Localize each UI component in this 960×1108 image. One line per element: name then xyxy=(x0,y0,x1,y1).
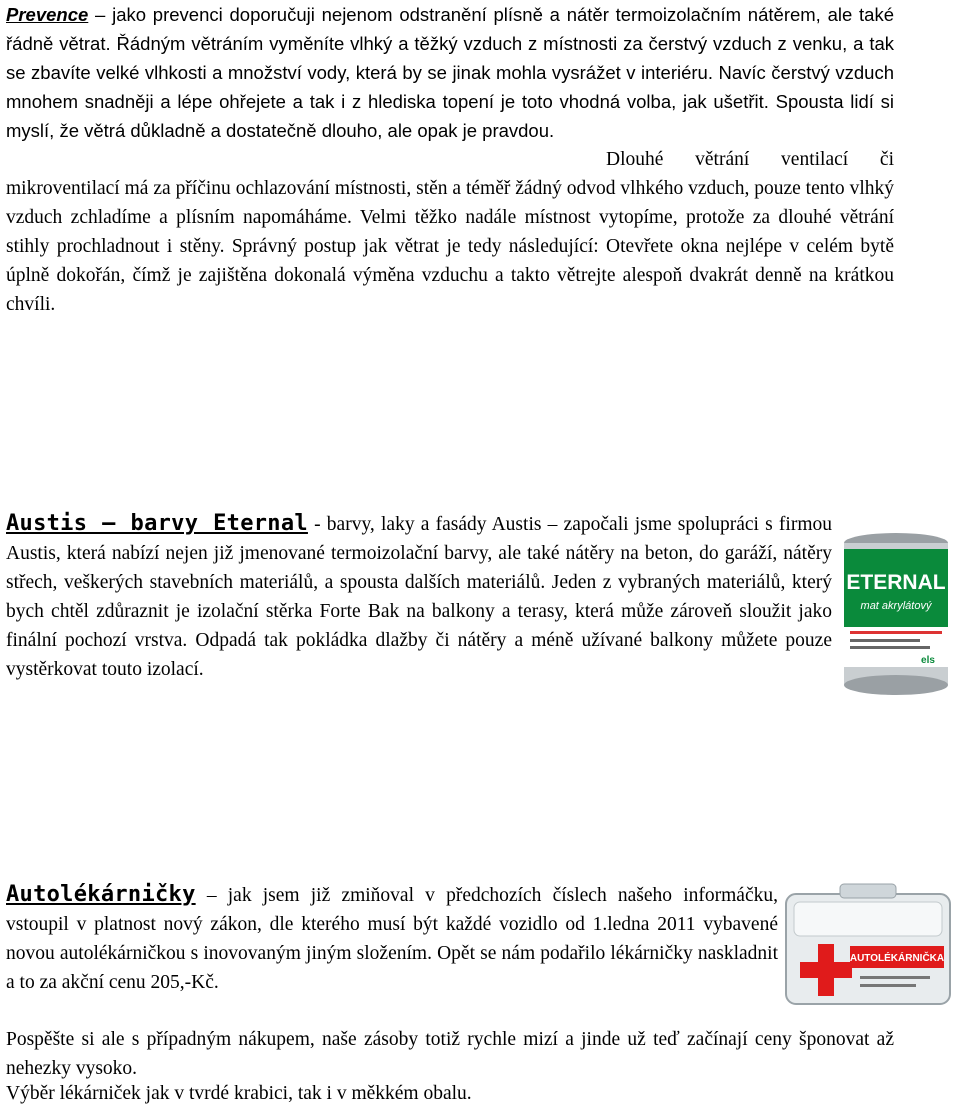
prevence-text-a: – jako prevenci doporučuji nejenom odstranění plísně a nátěr termoizolačním nátěrem, ale také řádně větrat. Řádným větráním vyměníte vlhký a těžký vzduch z místnosti za čerstvý vzduch z venku, a tak se zbavíte velké vlhkosti a množství vody, která by se jinak mohla vysrážet v interiéru. Navíc čerstvý vzduch mnohem snadněji a lépe ohřejete a tak i z hlediska topení je toto vhodná volba, jak ušetřit. Spousta lidí si myslí, že větrá důkladně a dostatečně dlouho, ale opak je pravdou. xyxy=(6,4,894,141)
eternal-paint-can-image xyxy=(836,527,956,702)
autolekarnicky-text-2: Pospěšte si ale s případným nákupem, naše zásoby totiž rychle mizí a jinde už teď začínají ceny šponovat až nehezky vysoko. xyxy=(6,1029,894,1079)
autolekarnicky-paragraph xyxy=(6,880,778,997)
austis-heading: Austis – barvy Eternal xyxy=(6,511,308,536)
eternal-maker-label: els xyxy=(921,655,935,666)
austis-text: - barvy, laky a fasády Austis – započali jsme spolupráci s firmou Austis, která nabízí nejen již jmenované termoizolační barvy, ale také nátěry na beton, do garáží, nátěry střech, veškerých stavebních materiálů, a spousta dalších materiálů. Jeden z vybraných materiálů, který bych chtěl zdůraznit je izolační stěrka Forte Bak na balkony a terasy, která může zároveň sloužit jako finální pochozí vrstva. Odpadá tak pokládka dlažby či nátěry a méně užívané balkony můžete pouze vystěrkovat touto izolací. xyxy=(6,514,832,680)
austis-paragraph xyxy=(6,509,832,684)
autolekarnicky-paragraph-3 xyxy=(6,1079,894,1108)
autolekarnicky-paragraph-2 xyxy=(6,1025,894,1083)
first-aid-kit-label: AUTOLÉKÁRNIČKA xyxy=(849,953,945,964)
autolekarnicky-text: – jak jsem již zmiňoval v předchozích číslech našeho informáčku, vstoupil v platnost nový zákon, dle kterého musí být každé vozidlo od 1.ledna 2011 vybavené novou autolékárničkou s inovovaným jiným složením. Opět se nám podařilo lékárničky naskladnit a to za akční cenu 205,-Kč. xyxy=(6,885,778,993)
eternal-sub-label: mat akrylátový xyxy=(860,600,932,612)
autolekarnicky-text-3: Výběr lékárniček jak v tvrdé krabici, tak i v měkkém obalu. xyxy=(6,1083,472,1104)
prevence-paragraph-b xyxy=(6,145,894,319)
prevence-text-b: Dlouhé větrání ventilací či mikroventilací má za příčinu ochlazování místnosti, stěn a téměř žádný odvod vlhkého vzduch, pouze tento vlhký vzduch zchladíme a plísním napomáháme. Velmi těžko nadále místnost vytopíme, protože za dlouhé větrání stihly prochladnout i stěny. Správný postup jak větrat je tedy následující: Otevřete okna nejlépe v celém bytě úplně dokořán, čímž je zajištěna dokonalá výměna vzduchu a takto větrejte alespoň dvakrát denně na krátkou chvíli. xyxy=(6,149,894,315)
prevence-paragraph-a xyxy=(6,0,894,145)
eternal-brand-label: ETERNAL xyxy=(846,571,946,594)
prevence-heading: Prevence xyxy=(6,4,89,25)
autolekarnicky-heading: Autolékárničky xyxy=(6,882,196,907)
first-aid-kit-image xyxy=(780,880,956,1012)
